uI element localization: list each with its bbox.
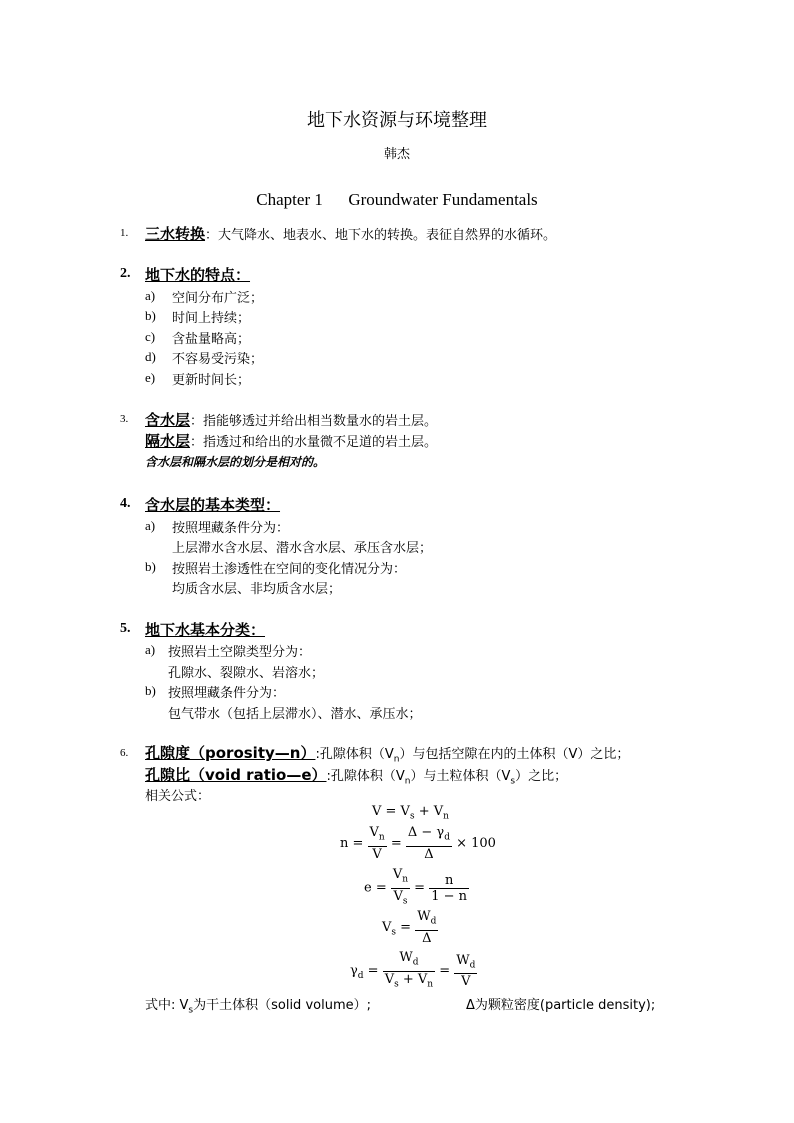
porosity-text-a: :孔隙体积（V (315, 747, 394, 762)
list-marker: d) (145, 349, 156, 364)
formula-dry-density: $\gamma_d$ = $\frac{W_d}{V_s + V_n}$ = $\frac{W_d}{V}$ (350, 950, 476, 990)
list-item: 按照埋藏条件分为： (168, 686, 286, 701)
void-text-c: ）之比； (515, 769, 568, 784)
section-number: 3. (120, 413, 129, 425)
section-heading: 地下水的特点： (145, 266, 251, 284)
aquitard-text: ：指透过和给出的水量微不足道的岩土层。 (190, 435, 438, 450)
list-marker: a) (145, 288, 156, 303)
void-text-b: ）与土粒体积（V (410, 769, 511, 784)
section-number: 1. (120, 227, 129, 239)
term-description: ：大气降水、地表水、地下水的转换。表征自然界的水循环。 (205, 228, 557, 243)
subscript: n (404, 776, 411, 787)
section-number: 6. (120, 747, 129, 759)
aquitard-definition (145, 430, 437, 451)
aquifer-text: ：指能够透过并给出相当数量水的岩土层。 (190, 414, 438, 429)
term-three-water: 三水转换 (145, 225, 206, 243)
list-subitem: 均质含水层、非均质含水层； (172, 582, 342, 597)
footnote-text: 为干土体积（solid volume）; (193, 998, 371, 1013)
list-marker: e) (145, 370, 156, 385)
section-number: 4. (120, 496, 131, 511)
subscript: s (510, 776, 516, 787)
formula-label: 相关公式： (145, 789, 211, 804)
list-marker: b) (145, 559, 156, 574)
list-item: 时间上持续； (172, 311, 251, 326)
aquifer-definition (145, 409, 437, 430)
footnote-prefix: 式中: V (145, 998, 189, 1013)
list-item: 含盐量略高； (172, 332, 251, 347)
section-heading: 含水层的基本类型： (145, 496, 281, 514)
section-heading: 地下水基本分类： (145, 621, 266, 639)
list-subitem: 上层滞水含水层、潜水含水层、承压含水层； (172, 541, 433, 556)
list-marker: a) (145, 642, 156, 657)
list-item: 更新时间长； (172, 373, 251, 388)
formula-void-ratio: e = $\frac{V_n}{V_s}$ = $\frac{n}{1 - n}$ (364, 867, 468, 907)
list-marker: c) (145, 329, 156, 344)
section-number: 5. (120, 621, 131, 636)
chapter-heading: Chapter 1 Groundwater Fundamentals (256, 190, 538, 209)
relative-note: 含水层和隔水层的划分是相对的。 (145, 455, 326, 469)
footnote-solid-volume (145, 994, 371, 1016)
list-subitem: 包气带水（包括上层滞水）、潜水、承压水； (168, 707, 422, 722)
list-item: 按照岩土空隙类型分为： (168, 645, 312, 660)
formula-solid-volume: $V_s$ = $\frac{W_d}{\Delta}$ (382, 909, 437, 946)
list-item: 不容易受污染； (172, 352, 264, 367)
void-ratio-definition (145, 764, 567, 787)
document-title: 地下水资源与环境整理 (307, 110, 487, 131)
footnote-particle-density: Δ为颗粒密度(particle density); (466, 998, 656, 1013)
list-item: 按照埋藏条件分为： (172, 521, 290, 536)
term-aquifer: 含水层 (145, 411, 191, 429)
porosity-definition (145, 742, 629, 765)
list-marker: b) (145, 308, 156, 323)
term-porosity: 孔隙度（porosity—n） (145, 744, 316, 762)
void-text-a: :孔隙体积（V (326, 769, 405, 784)
term-void-ratio: 孔隙比（void ratio—e） (145, 766, 327, 784)
list-subitem: 孔隙水、裂隙水、岩溶水； (168, 666, 325, 681)
term-aquitard: 隔水层 (145, 432, 191, 450)
section-1-line (145, 223, 556, 244)
section-number: 2. (120, 266, 131, 281)
author-name: 韩杰 (383, 147, 410, 162)
list-marker: a) (145, 518, 156, 533)
formula-volume: $V = V_s + V_n$ (372, 804, 449, 822)
porosity-text-b: ）与包括空隙在内的土体积（V）之比； (399, 747, 630, 762)
list-item: 空间分布广泛； (172, 291, 264, 306)
subscript: n (393, 754, 400, 765)
formula-porosity: n = $\frac{V_n}{V}$ = $\frac{\Delta - \gamma_d}{\Delta}$ × 100 (340, 825, 496, 862)
subscript: s (188, 1005, 194, 1016)
list-marker: b) (145, 683, 156, 698)
list-item: 按照岩土渗透性在空间的变化情况分为： (172, 562, 407, 577)
